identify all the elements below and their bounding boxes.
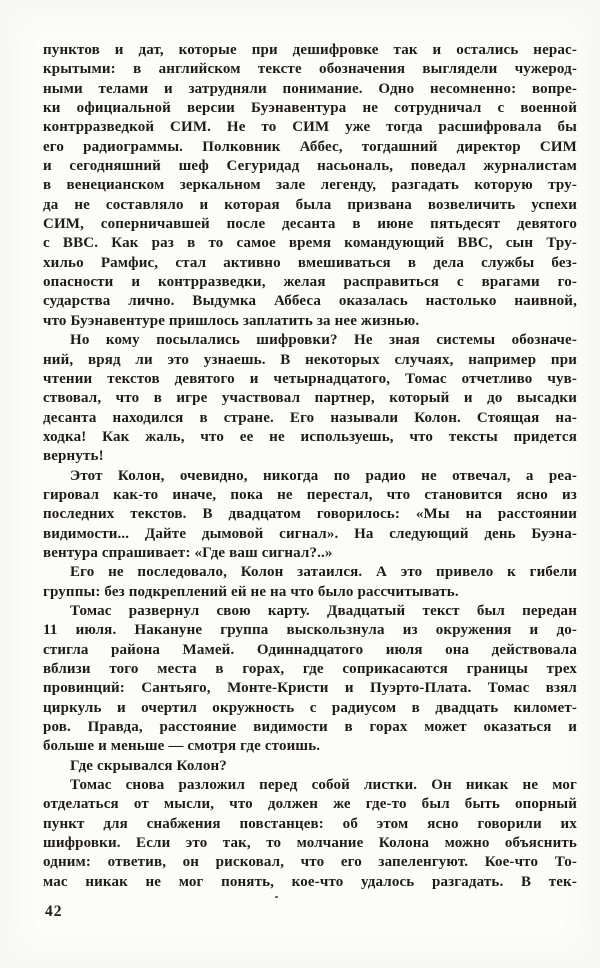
text-line: мас никак не мог понять, кое-что удалось разгадать. В тек-: [43, 873, 577, 890]
text-line: ходка! Как жаль, что ее не используешь, что тексты придется: [43, 428, 577, 445]
text-line: крытыми: в английском тексте обозначения выглядели чужерод-: [43, 61, 577, 78]
text-line: что Буэнавентуре пришлось заплатить за нее жизнью.: [43, 312, 420, 329]
text-line: Томас развернул свою карту. Двадцатый текст был передан: [70, 602, 577, 619]
text-line: СИМ, соперничавшей после десанта в июне пятьдесят девятого: [43, 216, 577, 233]
text-line: шифровки. Если это так, то молчание Колона можно объяснить: [43, 835, 577, 852]
text-line: 11 июля. Накануне группа выскользнула из окружения и до-: [43, 622, 577, 639]
text-line: стигла района Мамей. Одиннадцатого июля она действовала: [43, 641, 577, 658]
text-line: Томас снова разложил перед собой листки. Он никак не мог: [70, 777, 577, 794]
text-line: чтении текстов девятого и четырнадцатого, Томас отчетливо чув-: [43, 370, 577, 387]
text-line: вблизи того места в горах, где соприкасаются границы трех: [43, 661, 577, 677]
text-line: ки официальной версии Буэнавентура не сотрудничал с военной: [43, 100, 577, 117]
scan-speck: [275, 896, 278, 898]
text-line: с ВВС. Как раз в то самое время командующий ВВС, сын Тру-: [43, 235, 577, 252]
text-line: вентура спрашивает: «Где ваш сигнал?..»: [43, 544, 333, 561]
text-line: провинций: Сантьяго, Монте-Кристи и Пуэрто-Плата. Томас взял: [43, 680, 577, 697]
text-line: больше и меньше — смотря где стоишь.: [43, 738, 321, 755]
text-line: и сегодняшний шеф Сегуридад насьональ, поведал журналистам: [43, 158, 577, 175]
text-line: ными телами и затрудняли понимание. Одно несомненно: вопре-: [43, 80, 577, 97]
text-line: десанта находился в стране. Его называли Колон. Стоящая на-: [43, 409, 577, 426]
text-line: пунктов и дат, которые при дешифровке так и остались нерас-: [43, 42, 577, 58]
text-line: Этот Колон, очевидно, никогда по радио не отвечал, а реа-: [70, 467, 577, 484]
text-line: сударства лично. Выдумка Аббеса оказалась настолько наивной,: [43, 293, 577, 310]
text-line: ров. Правда, расстояние видимости в горах может оказаться и: [43, 719, 577, 736]
text-line: Где скрывался Колон?: [70, 757, 227, 774]
paragraph: [43, 757, 577, 776]
text-line: последних текстов. В двадцатом говорилось: «Мы на расстоянии: [43, 506, 577, 523]
text-line: циркуль и очертил окружность с радиусом в двадцать километ-: [43, 699, 577, 716]
text-line: вернуть!: [43, 448, 104, 465]
page-text: [43, 41, 577, 892]
text-line: ствовал, что в игре участвовал партнер, который и до высадки: [43, 390, 577, 407]
paragraph: [43, 331, 577, 466]
text-line: пункт для снабжения повстанцев: об этом ясно говорили их: [43, 815, 577, 832]
text-line: отделаться от мысли, что должен же где-то был быть опорный: [43, 796, 577, 813]
paragraph: [43, 602, 577, 757]
text-line: видимости... Дайте дымовой сигнал». На следующий день Буэна-: [43, 525, 577, 542]
paragraph: [43, 776, 577, 892]
text-line: его радиограммы. Полковник Аббес, тогдашний директор СИМ: [43, 138, 577, 155]
text-line: Но кому посылались шифровки? Не зная системы обозначе-: [70, 332, 577, 349]
text-line: группы: без подкреплений ей не на что было рассчитывать.: [43, 583, 459, 600]
text-line: в венецианском зеркальном зале легенду, разгадать которую тру-: [43, 177, 577, 194]
paragraph: [43, 563, 577, 602]
text-line: да не составляло и которая была призвана возвеличить успехи: [43, 196, 577, 213]
text-line: одним: ответив, он рисковал, что его запеленгуют. Кое-что То-: [43, 854, 577, 871]
text-line: Его не последовало, Колон затаился. А это привело к гибели: [70, 564, 577, 581]
text-line: ний, вряд ли это узнаешь. В некоторых случаях, например при: [43, 351, 577, 368]
text-line: гировал как-то иначе, пока не перестал, что становится ясно из: [43, 486, 577, 503]
text-line: контрразведкой СИМ. Не то СИМ уже тогда расшифровала бы: [43, 119, 577, 136]
text-line: хильо Рамфис, стал активно вмешиваться в дела службы без-: [43, 254, 577, 271]
text-line: опасности и контрразведки, желая расправиться с врагами го-: [43, 274, 577, 291]
paragraph: [43, 41, 577, 331]
paragraph: [43, 467, 577, 564]
page-number: 42: [45, 903, 63, 920]
